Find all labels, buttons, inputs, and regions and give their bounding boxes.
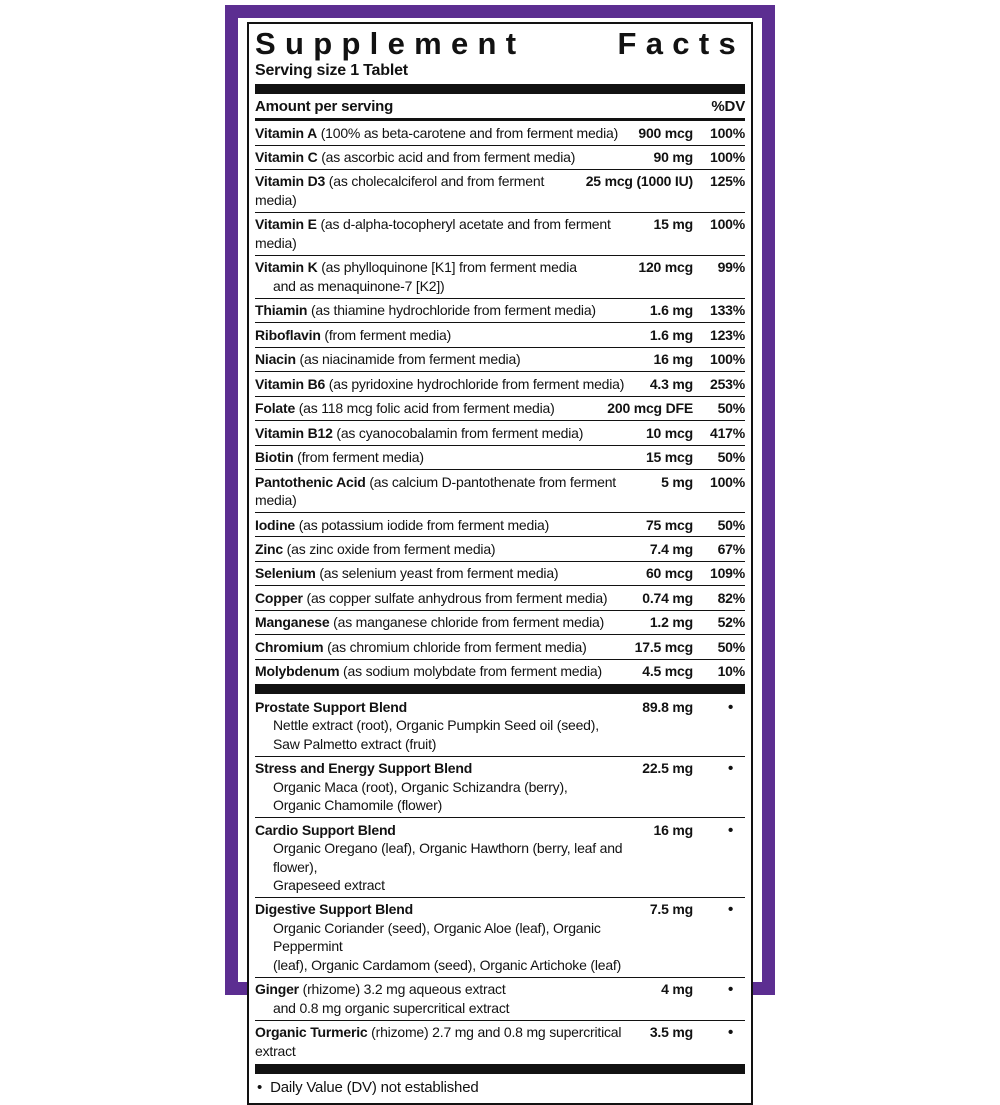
dv-value: 82% [717,589,745,606]
row-label [255,172,580,209]
ingredient-desc: (as selenium yeast from ferment media) [315,565,559,582]
ingredient-desc: (from ferment media) [320,326,452,343]
supplement-facts-panel [247,22,753,1105]
ingredient-name: Vitamin D3 [255,173,326,190]
amount-value: 16 mg [653,351,693,368]
amount-value: 5 mg [661,473,693,490]
amount-value: 15 mcg [645,449,693,466]
ingredient-name: Iodine [255,516,296,533]
amount-value: 90 mg [653,149,693,166]
ingredient-desc: (as thiamine hydrochloride from ferment media) [307,302,596,319]
bullet-dot: • [257,1078,263,1096]
nutrient-row [255,420,745,444]
blend-ingredients-line: Grapeseed extract [273,877,385,894]
row-label [255,258,632,295]
ingredient-desc: (as potassium iodide from ferment media) [295,516,550,533]
ingredient-name: Molybdenum [255,663,340,680]
row-label [255,980,655,1017]
dv-value: 50% [717,449,745,466]
blend-row [255,1020,745,1063]
amount-value: 4 mg [661,981,693,998]
amount-value: 10 mcg [645,424,693,441]
dv-value: 50% [717,638,745,655]
dv-value: 100% [709,351,745,368]
dv-value: 52% [717,614,745,631]
bullet-dot: • [727,901,733,919]
row-label [255,399,601,417]
row-label [255,375,644,393]
dv-value [693,821,745,841]
row-label [255,613,644,631]
footnote-text: Daily Value (DV) not established [270,1078,479,1096]
nutrient-row [255,445,745,469]
ingredient-desc: (as chromium chloride from ferment media) [323,638,587,655]
row-label [255,215,648,252]
dv-value: 10% [717,663,745,680]
dv-value: 67% [717,540,745,557]
nutrient-row [255,145,745,169]
row-label [255,759,636,814]
ingredient-name: Prostate Support Blend [255,698,407,715]
dv-value: 125% [709,173,745,190]
amount-value: 1.6 mg [649,326,693,343]
amount-value: 22.5 mg [642,760,693,777]
nutrient-row [255,255,745,298]
amount-value: 17.5 mcg [634,638,693,655]
nutrient-row [255,536,745,560]
ingredient-name: Vitamin A [255,124,317,141]
blend-row [255,977,745,1020]
dv-value: 100% [709,473,745,490]
ingredient-desc: (as zinc oxide from ferment media) [282,540,496,557]
blend-ingredients-line: Nettle extract (root), Organic Pumpkin Seed oil (seed), [273,717,599,734]
nutrient-row [255,634,745,658]
ingredient-name: Vitamin B12 [255,424,333,441]
nutrient-row [255,322,745,346]
dv-value [693,759,745,779]
row-label [255,540,644,558]
ingredient-name: Pantothenic Acid [255,473,366,490]
ingredient-desc-line2: and as menaquinone-7 [K2]) [273,277,445,294]
blend-ingredients-line: Organic Chamomile (flower) [273,797,443,814]
ingredient-desc: (from ferment media) [293,449,424,466]
nutrient-row [255,469,745,512]
amount-value: 4.3 mg [649,375,693,392]
ingredient-desc: (as ascorbic acid and from ferment media) [317,149,576,166]
ingredient-name: Digestive Support Blend [255,901,413,918]
footnote [255,1075,745,1098]
ingredient-desc: (as manganese chloride from ferment media) [329,614,605,631]
ingredient-name: Niacin [255,351,296,368]
blend-row [255,817,745,897]
blend-ingredients-line: (leaf), Organic Cardamom (seed), Organic Artichoke (leaf) [273,956,622,973]
ingredient-name: Copper [255,589,303,606]
amount-value: 16 mg [653,821,693,838]
nutrient-row [255,298,745,322]
amount-value: 7.5 mg [649,901,693,918]
row-label [255,301,644,319]
nutrient-row [255,585,745,609]
ingredient-name: Vitamin E [255,216,317,233]
ingredient-name: Stress and Energy Support Blend [255,760,473,777]
dv-value: 417% [709,424,745,441]
amount-value: 3.5 mg [649,1024,693,1041]
dv-value: 123% [709,326,745,343]
ingredient-desc: (rhizome) 3.2 mg aqueous extract [298,981,506,998]
dv-value [693,900,745,920]
dv-value: 50% [717,400,745,417]
ingredient-name: Folate [255,400,296,417]
nutrient-row [255,169,745,212]
nutrient-row [255,121,745,144]
blend-ingredients-line: Organic Maca (root), Organic Schizandra (berry), [273,778,568,795]
ingredient-desc: (as calcium D-pantothenate from ferment media) [255,473,616,509]
serving-size: Serving size 1 Tablet [255,61,408,79]
amount-value: 120 mcg [638,259,693,276]
dv-value: 100% [709,216,745,233]
dv-value: 100% [709,149,745,166]
amount-value: 89.8 mg [642,698,693,715]
dv-value: 133% [709,302,745,319]
bullet-dot: • [727,698,733,716]
dv-value [693,1023,745,1043]
amount-value: 1.6 mg [649,302,693,319]
row-label [255,662,636,680]
ingredient-name: Zinc [255,540,283,557]
dv-value: 253% [709,375,745,392]
blend-ingredients-line: Organic Coriander (seed), Organic Aloe (leaf), Organic Peppermint [273,919,601,955]
ingredient-name: Cardio Support Blend [255,821,396,838]
bullet-dot: • [727,981,733,999]
amount-value: 900 mcg [638,124,693,141]
ingredient-name: Vitamin K [255,259,318,276]
nutrient-row [255,347,745,371]
bullet-dot: • [727,821,733,839]
amount-value: 15 mg [653,216,693,233]
row-label [255,821,648,895]
nutrient-rows [255,121,745,683]
blend-row [255,756,745,817]
bullet-dot: • [727,760,733,778]
ingredient-name: Ginger [255,981,299,998]
amount-value: 0.74 mg [642,589,693,606]
title-word-1: Supplement [255,26,526,61]
ingredient-desc: (as 118 mcg folic acid from ferment media) [295,400,555,417]
title-word-2: Facts [617,26,745,61]
dv-value: 109% [709,565,745,582]
ingredient-name: Selenium [255,565,316,582]
amount-value: 7.4 mg [649,540,693,557]
ingredient-desc-line2: and 0.8 mg organic supercritical extract [273,999,510,1016]
ingredient-desc: (as sodium molybdate from ferment media) [339,663,602,680]
nutrient-row [255,212,745,255]
amount-value: 1.2 mg [649,614,693,631]
amount-per-serving-header: Amount per serving [255,97,394,115]
ingredient-name: Riboflavin [255,326,321,343]
ingredient-name: Organic Turmeric [255,1024,368,1041]
row-label [255,326,644,344]
thick-divider-bottom [255,1064,745,1074]
ingredient-name: Biotin [255,449,294,466]
row-label [255,424,640,442]
nutrient-row [255,610,745,634]
ingredient-desc: (as pyridoxine hydrochloride from ferment media) [325,375,625,392]
dv-value [693,698,745,718]
dv-value: 50% [717,516,745,533]
blend-rows [255,695,745,1062]
ingredient-desc: (as niacinamide from ferment media) [295,351,521,368]
ingredient-name: Thiamin [255,302,308,319]
thick-divider-top [255,84,745,94]
amount-value: 60 mcg [645,565,693,582]
nutrient-row [255,396,745,420]
panel-title [255,28,745,61]
ingredient-name: Chromium [255,638,324,655]
blend-ingredients-line: Saw Palmetto extract (fruit) [273,735,437,752]
ingredient-name: Manganese [255,614,330,631]
row-label [255,638,629,656]
dv-value: 100% [709,124,745,141]
row-label [255,564,640,582]
row-label [255,350,648,368]
amount-value: 75 mcg [645,516,693,533]
column-header-row [255,95,745,118]
ingredient-desc: (as phylloquinone [K1] from ferment media [317,259,577,276]
nutrient-row [255,371,745,395]
row-label [255,148,648,166]
nutrient-row [255,512,745,536]
amount-value: 25 mcg (1000 IU) [585,173,693,190]
row-label [255,448,640,466]
row-label [255,1023,644,1060]
ingredient-desc: (as cyanocobalamin from ferment media) [332,424,584,441]
row-label [255,900,644,974]
blend-row [255,897,745,977]
ingredient-desc: (as cholecalciferol and from ferment media) [255,173,545,208]
ingredient-desc: (as d-alpha-tocopheryl acetate and from ferment media) [255,216,611,251]
amount-value: 200 mcg DFE [607,400,693,417]
row-label [255,124,632,142]
blend-row [255,695,745,755]
nutrient-row [255,659,745,683]
row-label [255,516,640,534]
row-label [255,698,636,753]
thick-divider-middle [255,684,745,694]
amount-value: 4.5 mcg [642,663,693,680]
ingredient-name: Vitamin B6 [255,375,326,392]
purple-frame [225,5,775,1096]
ingredient-desc: (rhizome) 2.7 mg and 0.8 mg supercritical extract [255,1024,622,1059]
dv-value [693,980,745,1000]
ingredient-desc: (as copper sulfate anhydrous from ferment media) [302,589,608,606]
ingredient-desc: (100% as beta-carotene and from ferment media) [317,124,619,141]
nutrient-row [255,561,745,585]
row-label [255,473,655,510]
blend-ingredients-line: Organic Oregano (leaf), Organic Hawthorn (berry, leaf and flower), [273,840,623,875]
row-label [255,589,636,607]
dv-header: %DV [711,97,745,115]
bullet-dot: • [727,1024,733,1042]
dv-value: 99% [717,259,745,276]
ingredient-name: Vitamin C [255,149,318,166]
